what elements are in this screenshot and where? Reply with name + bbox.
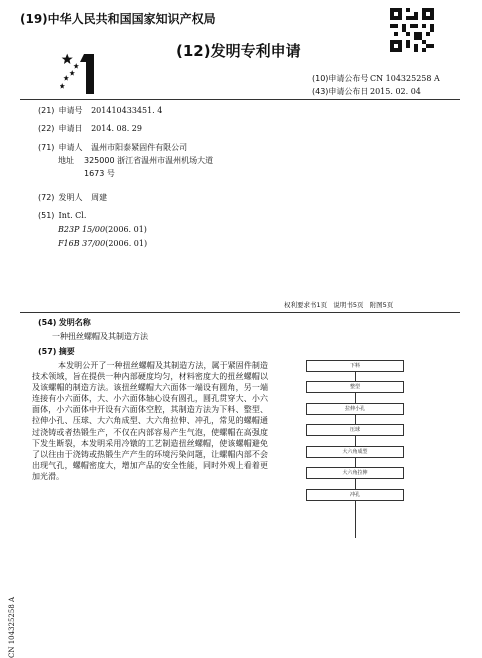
qr-code-icon: [390, 8, 434, 52]
page-count-line: 权利要求书1页 说明书5页 附图5页: [284, 301, 394, 309]
inventor-field: [38, 193, 107, 203]
ipc-classification: [58, 239, 147, 249]
address-label: 地址: [58, 156, 74, 165]
ipc-version: (2006. 01): [105, 239, 148, 248]
field-code: (51): [38, 211, 55, 220]
field-label: 申请号: [58, 106, 83, 115]
ipc-code: B23P 15/00: [58, 225, 106, 234]
publication-date: 2015. 02. 04: [370, 87, 421, 96]
publication-date-label: (43)申请公布日: [312, 87, 369, 96]
patent-office-emblem-icon: [60, 52, 100, 96]
ipc-classification: [58, 225, 147, 235]
field-label: 摘要: [58, 347, 75, 356]
abstract-heading: [38, 347, 75, 357]
issuing-office: (19)中华人民共和国国家知识产权局: [20, 12, 216, 26]
flowchart-step: 冲孔: [306, 489, 404, 501]
title-heading: [38, 318, 91, 328]
field-label: 申请人: [58, 143, 83, 152]
publication-number: CN 104325258 A: [370, 74, 440, 83]
ipc-field: [38, 211, 86, 221]
applicant-name: 温州市阳泰紧固件有限公司: [91, 143, 188, 152]
flowchart-step: 拉伸小孔: [306, 403, 404, 415]
field-code: (54): [38, 318, 57, 327]
applicant-field: [38, 143, 187, 153]
field-label: Int. Cl.: [58, 211, 87, 220]
side-publication-number: CN 104325258 A: [8, 596, 16, 658]
address-line-1: 325000 浙江省温州市温州机场大道: [84, 156, 214, 165]
flowchart-step: 整型: [306, 381, 404, 393]
field-code: (72): [38, 193, 55, 202]
field-code: (21): [38, 106, 55, 115]
ipc-version: (2006. 01): [105, 225, 147, 234]
field-label: 发明人: [58, 193, 83, 202]
publication-number-label: (10)申请公布号: [312, 74, 369, 83]
flowchart-step: 大六角成型: [306, 446, 404, 458]
application-number-field: [38, 106, 162, 116]
flowchart-step: 大六角拉伸: [306, 467, 404, 479]
application-number: 201410433451. 4: [91, 106, 163, 115]
ipc-code: F16B 37/00: [58, 239, 106, 248]
field-label: 发明名称: [58, 318, 91, 327]
application-date: 2014. 08. 29: [91, 124, 142, 133]
flowchart-step: 下料: [306, 360, 404, 372]
document-type: (12)发明专利申请: [176, 42, 301, 60]
field-code: (22): [38, 124, 55, 133]
address-line-2: 1673 号: [84, 169, 115, 178]
field-label: 申请日: [58, 124, 83, 133]
header-divider: [20, 99, 460, 100]
field-code: (57): [38, 347, 57, 356]
inventor-name: 周建: [91, 193, 108, 202]
field-code: (71): [38, 143, 55, 152]
section-divider: [20, 312, 460, 313]
application-date-field: [38, 124, 142, 134]
flowchart-step: 压球: [306, 424, 404, 436]
invention-title: 一种扭丝螺帽及其制造方法: [52, 332, 148, 341]
abstract-text: 本发明公开了一种扭丝螺帽及其制造方法，属于紧固件制造技术领域，旨在提供一种内部硬度均匀，材料密度大的扭丝螺帽以及该螺帽的制造方法。该扭丝螺帽大六面体一端设有圆角，另一端连接有小六面体，大、小六面体轴心设有圆孔，圆孔贯穿大、小六面体，小六面体中开设有六面体空腔，其制造方法为下料、整型、拉伸小孔、压球、大六角成型、大六角拉伸、冲孔，常见的螺帽通过浇铸或者热锻生产，不仅在内部容易产生气泡，使螺帽在高强度下发生断裂，本发明采用冷镦的工艺制造扭丝螺帽，使该螺帽避免了以往由于浇铸或热锻生产产生的环境污染问题，让螺帽内部不会出现气孔，螺帽密度大，增加产品的安全性能，同时外观上看着更加光滑。: [32, 361, 268, 481]
